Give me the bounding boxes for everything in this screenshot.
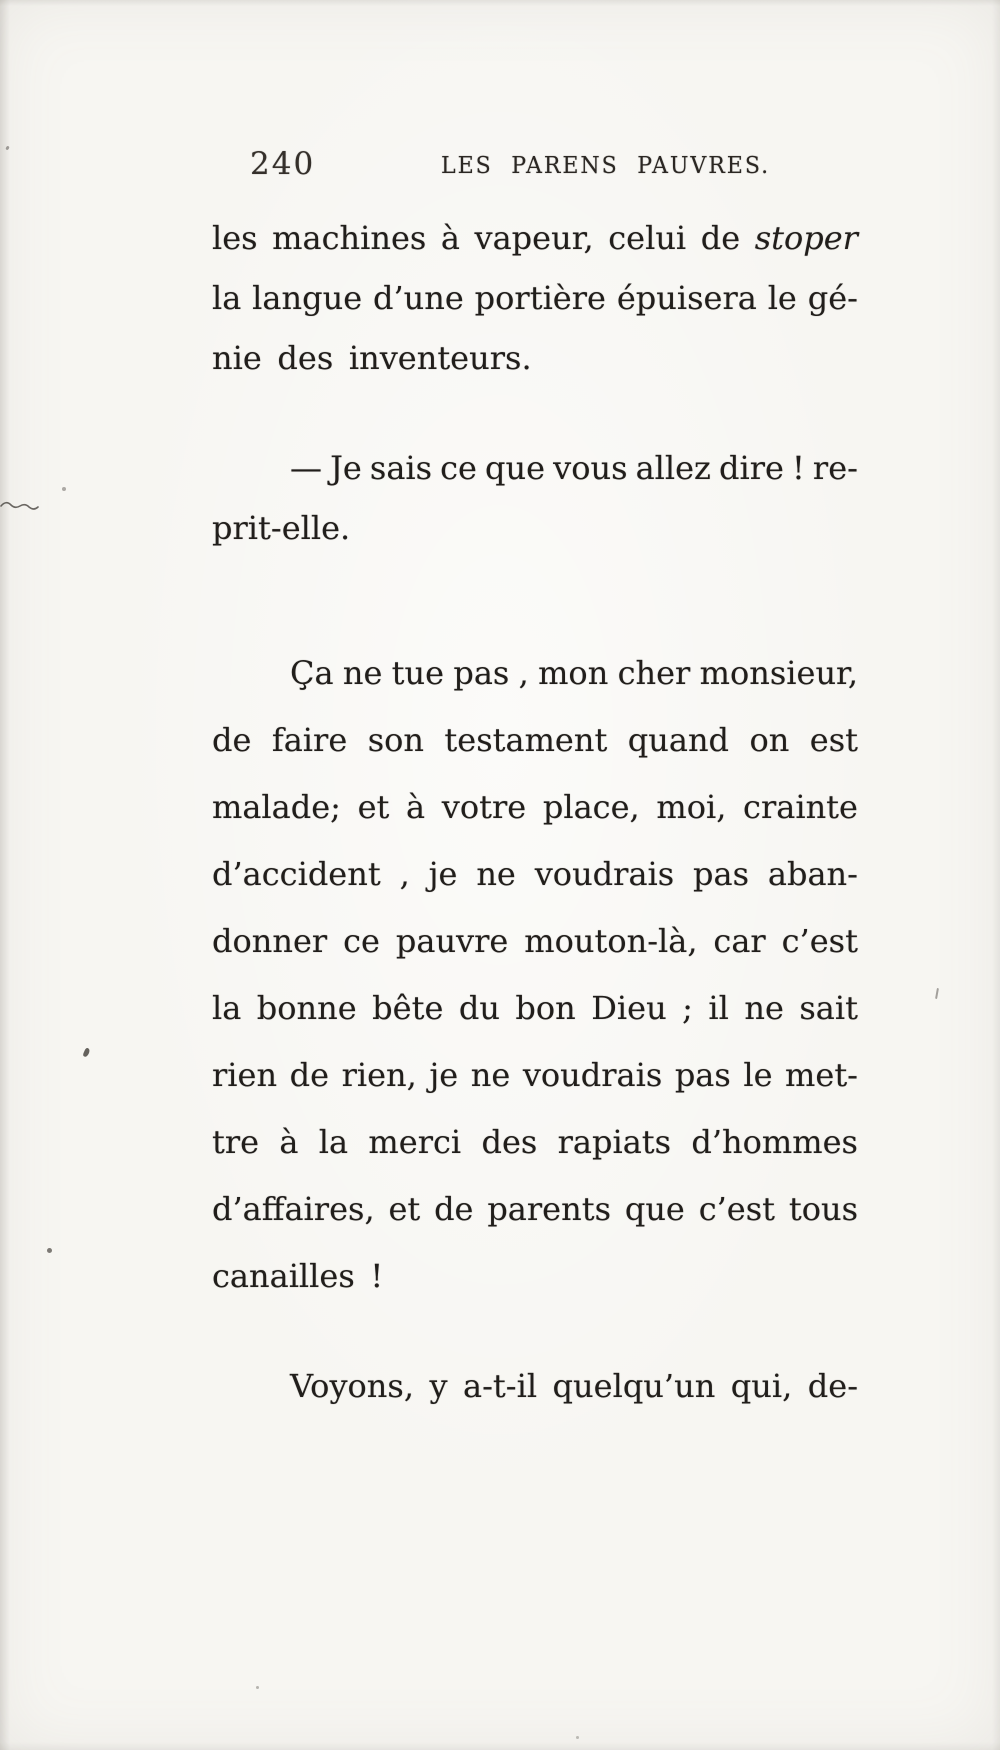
word: il [708, 989, 729, 1027]
word: re- [812, 449, 858, 487]
page-number: 240 [250, 146, 316, 182]
text-line [212, 1119, 858, 1169]
word: place, [542, 788, 640, 826]
word: rapiats [557, 1123, 672, 1161]
word: et [388, 1190, 421, 1228]
word: car [713, 922, 766, 960]
word: de [289, 1056, 330, 1094]
word: crainte [743, 788, 858, 826]
word: pauvre [395, 922, 509, 960]
word: quelqu’un [552, 1367, 716, 1405]
text-line [212, 985, 858, 1035]
text-line [212, 1253, 858, 1303]
word: ! [791, 449, 805, 487]
text-line [212, 445, 858, 495]
word: votre [441, 788, 527, 826]
text-line [212, 1363, 858, 1413]
word: ne [470, 1056, 511, 1094]
word: de- [807, 1367, 858, 1405]
word: la [212, 279, 242, 317]
running-title: LES PARENS PAUVRES. [441, 153, 771, 179]
word: mouton-là, [524, 922, 698, 960]
word: tue [391, 654, 445, 692]
word: le [767, 279, 797, 317]
scan-artifact [62, 487, 66, 491]
word: cher [617, 654, 691, 692]
word: mon [538, 654, 609, 692]
word: ne [744, 989, 784, 1027]
text-line [212, 650, 858, 700]
word: dire [718, 449, 784, 487]
word: y [429, 1367, 448, 1405]
word: ; [682, 989, 693, 1027]
word: machines [272, 219, 427, 257]
word: bon [515, 989, 576, 1027]
word: vous [553, 449, 628, 487]
word: d’hommes [691, 1123, 858, 1161]
word: de [434, 1190, 474, 1228]
word: parents [487, 1190, 611, 1228]
word: donner [212, 922, 328, 960]
text-line [212, 918, 858, 968]
word: à [440, 219, 460, 257]
word: tre [212, 1123, 260, 1161]
word: ne [342, 654, 383, 692]
word: d’une [372, 279, 464, 317]
word: aban- [767, 855, 858, 893]
word: je [429, 1056, 459, 1094]
text-line [212, 335, 858, 385]
text-line [212, 1186, 858, 1236]
word: pas [674, 1056, 731, 1094]
word: du [458, 989, 500, 1027]
word: d’accident [212, 855, 381, 893]
word: c’est [698, 1190, 775, 1228]
word: on [749, 721, 790, 759]
word: de [212, 721, 252, 759]
word: je [428, 855, 458, 893]
text-line [212, 1052, 858, 1102]
word: sait [799, 989, 858, 1027]
word: merci [368, 1123, 462, 1161]
word: — [290, 449, 322, 487]
text-segment: nie des inventeurs. [212, 339, 532, 377]
text-segment: prit-elle. [212, 509, 351, 547]
word: son [367, 721, 424, 759]
text-line [212, 717, 858, 767]
word: a-t-il [463, 1367, 538, 1405]
word: vapeur, [474, 219, 594, 257]
word: la [318, 1123, 349, 1161]
word: Je [330, 449, 362, 487]
text-line [212, 851, 858, 901]
word: , [518, 654, 529, 692]
word: voudrais [534, 855, 675, 893]
word: à [279, 1123, 299, 1161]
word: portière [474, 279, 606, 317]
word: stoper [754, 219, 858, 257]
word: bête [372, 989, 444, 1027]
word: d’affaires, [212, 1190, 375, 1228]
text-segment: canailles ! [212, 1257, 384, 1295]
word: que [624, 1190, 685, 1228]
text-line [212, 505, 858, 555]
word: ne [476, 855, 516, 893]
word: pas [693, 855, 750, 893]
word: c’est [781, 922, 858, 960]
scan-artifact [576, 1736, 579, 1739]
word: que [485, 449, 546, 487]
scan-artifact [47, 1248, 52, 1253]
scan-artifact [256, 1686, 259, 1689]
word: langue [252, 279, 363, 317]
word: gé- [807, 279, 858, 317]
word: quand [627, 721, 730, 759]
word: est [809, 721, 858, 759]
word: tous [788, 1190, 858, 1228]
word: rien [212, 1056, 278, 1094]
word: et [357, 788, 390, 826]
word: le [743, 1056, 773, 1094]
word: Ça [290, 654, 334, 692]
word: les [212, 219, 258, 257]
text-line [212, 275, 858, 325]
word: met- [785, 1056, 858, 1094]
text-line [212, 784, 858, 834]
word: qui, [730, 1367, 793, 1405]
word: Dieu [591, 989, 667, 1027]
word: celui [608, 219, 687, 257]
word: faire [271, 721, 348, 759]
scan-artifact [0, 497, 48, 513]
word: sais [369, 449, 433, 487]
word: bonne [256, 989, 357, 1027]
word: ce [440, 449, 477, 487]
word: rien, [341, 1056, 417, 1094]
word: des [481, 1123, 538, 1161]
word: moi, [656, 788, 727, 826]
word: la [212, 989, 242, 1027]
word: ce [343, 922, 380, 960]
word: , [399, 855, 410, 893]
word: monsieur, [699, 654, 858, 692]
word: pas [453, 654, 510, 692]
word: épuisera [616, 279, 757, 317]
word: Voyons, [290, 1367, 414, 1405]
word: voudrais [522, 1056, 663, 1094]
word: de [700, 219, 741, 257]
text-line [212, 215, 858, 265]
word: allez [635, 449, 711, 487]
word: à [406, 788, 426, 826]
word: malade; [212, 788, 341, 826]
word: testament [444, 721, 608, 759]
